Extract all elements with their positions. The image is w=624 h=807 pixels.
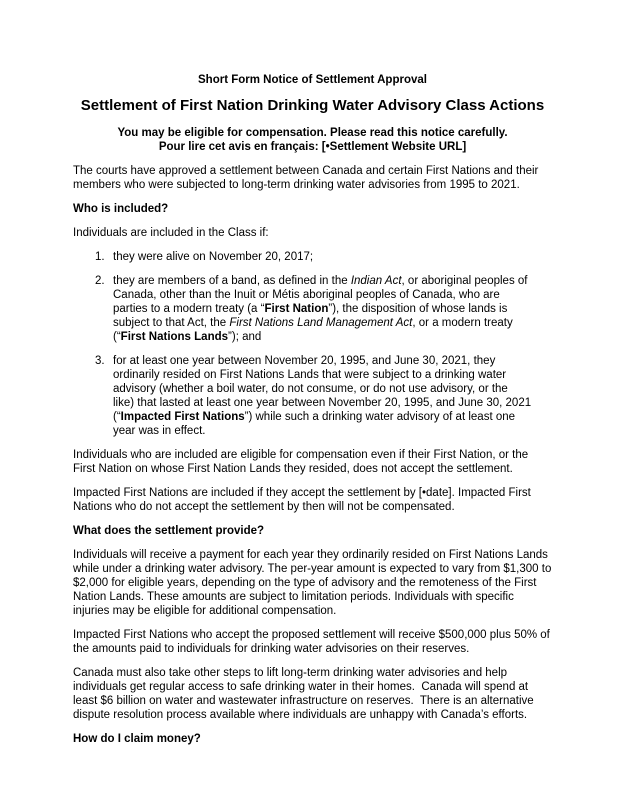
impacted-first-nations-paragraph: Impacted First Nations are included if they accept the settlement by [•date]. Impacted First Nations who do not accept the settlement by then will not be compensated. xyxy=(73,487,535,513)
notice-line-english: You may be eligible for compensation. Please read this notice carefully. xyxy=(117,127,508,139)
section-heading-who-is-included: Who is included? xyxy=(73,203,169,215)
list-item-text: they were alive on November 20, 2017; xyxy=(113,251,314,263)
individuals-included-paragraph: Individuals who are included are eligible for compensation even if their First Nation, or the First Nation on whose First Nation Lands they resided, does not accept the settlement. xyxy=(73,449,532,475)
section-heading-settlement-provide: What does the settlement provide? xyxy=(73,525,265,537)
individual-payment-paragraph: Individuals will receive a payment for each year they ordinarily resided on First Nations Lands while under a drinking water advisory. The per-year amount is expected to vary from $1,300 to $2,000 for eligible years, depending on the type of advisory and the remoteness of the First Nation Lands. These amounts are subject to limitation periods. Individuals with specific injuries may be eligible for additional compensation. xyxy=(73,549,555,617)
list-item-number: 2. xyxy=(95,275,105,287)
list-item-text: they are members of a band, as defined in the Indian Act, or aboriginal peoples of Canada, other than the Inuit or Métis aboriginal peoples of Canada, who are parties to a modern treaty (a “First Nation”), the disposition of whose lands is subject to that Act, the First Nations Land Management Act, or a modern treaty (“First Nations Lands”); and xyxy=(113,275,528,343)
document-title: Settlement of First Nation Drinking Water Advisory Class Actions xyxy=(80,97,545,114)
list-item-number: 1. xyxy=(95,251,105,263)
section-heading-how-to-claim: How do I claim money? xyxy=(73,733,201,745)
list-item-text: for at least one year between November 20, 1995, and June 30, 2021, they ordinarily resided on First Nations Lands that were subject to a drinking water advisory (whether a boil water, do not consume, or do not use advisory, or the like) that lasted at least one year between November 20, 1995, and June 30, 2021 (“Impacted First Nations”) while such a drinking water advisory of at least one year was in effect. xyxy=(113,355,532,437)
notice-type-heading: Short Form Notice of Settlement Approval xyxy=(198,74,427,86)
criteria-list xyxy=(73,250,552,438)
list-item xyxy=(73,274,532,344)
class-criteria-intro: Individuals are included in the Class if: xyxy=(73,227,269,239)
list-item-number: 3. xyxy=(95,355,105,367)
notice-line-french: Pour lire cet avis en français: [•Settlement Website URL] xyxy=(158,141,467,153)
list-item xyxy=(73,250,532,264)
canada-commitments-paragraph: Canada must also take other steps to lift long-term drinking water advisories and help individuals get regular access to safe drinking water in their homes. Canada will spend at least $6 billion on water and wastewater infrastructure on reserves. There is an alternative dispute resolution process available where individuals are unhappy with Canada’s efforts. xyxy=(73,667,537,721)
first-nations-payment-paragraph: Impacted First Nations who accept the proposed settlement will receive $500,000 plus 50% of the amounts paid to individuals for drinking water advisories on their reserves. xyxy=(73,629,554,655)
intro-paragraph: The courts have approved a settlement between Canada and certain First Nations and their members who were subjected to long-term drinking water advisories from 1995 to 2021. xyxy=(73,165,542,191)
notice-banner xyxy=(73,126,552,154)
list-item xyxy=(73,354,532,438)
